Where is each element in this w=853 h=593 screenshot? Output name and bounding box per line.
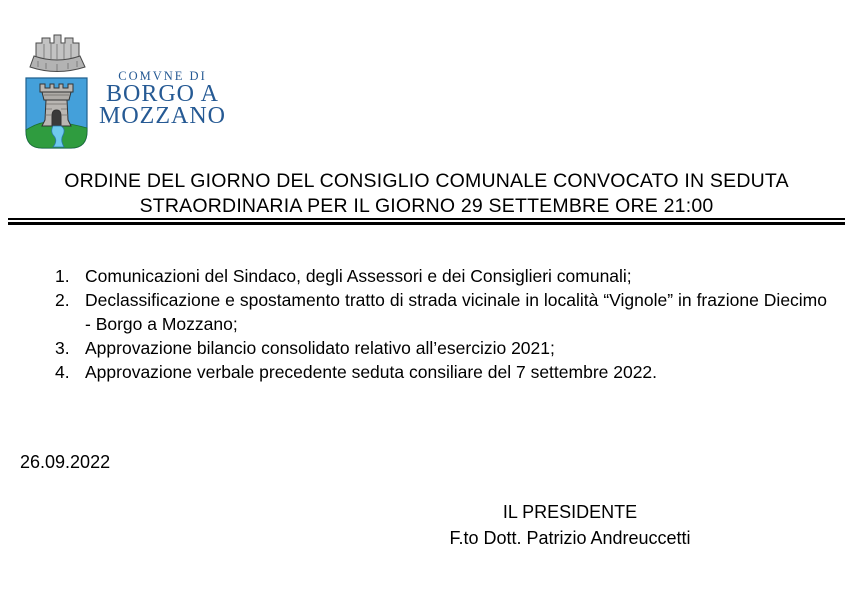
agenda-list: [55, 264, 827, 384]
logo-comune-di: COMVNE DI: [118, 69, 207, 83]
agenda-item-number: 1.: [55, 266, 70, 286]
agenda-item-text: Comunicazioni del Sindaco, degli Assessori e dei Consiglieri comunali;: [85, 266, 632, 286]
document-date: 26.09.2022: [20, 452, 111, 472]
title-line-2: STRAORDINARIA PER IL GIORNO 29 SETTEMBRE ORE 21:00: [139, 195, 714, 217]
agenda-item-number: 3.: [55, 338, 70, 358]
signature-block: [360, 499, 780, 551]
agenda-item: [55, 288, 827, 336]
logo-borgo-a: BORGO A: [105, 81, 220, 107]
municipality-name: [99, 70, 226, 127]
signature-title: IL PRESIDENTE: [502, 502, 638, 522]
coat-of-arms-icon: [24, 34, 90, 150]
agenda-item-number: 4.: [55, 362, 70, 382]
agenda-item-text: Approvazione bilancio consolidato relativo all’esercizio 2021;: [85, 338, 555, 358]
signature-name: F.to Dott. Patrizio Andreuccetti: [449, 528, 691, 548]
municipality-logo: [24, 34, 226, 150]
agenda-item: [55, 360, 827, 384]
agenda-item-text: Approvazione verbale precedente seduta consiliare del 7 settembre 2022.: [85, 362, 658, 382]
logo-mozzano: MOZZANO: [99, 103, 226, 129]
agenda-item: [55, 336, 827, 360]
double-rule-divider: [8, 218, 845, 225]
document-title: [0, 169, 853, 219]
agenda-item-text: Declassificazione e spostamento tratto di strada vicinale in località “Vignole” in frazione Diecimo - Borgo a Mozzano;: [85, 290, 827, 334]
agenda-item-number: 2.: [55, 290, 70, 310]
title-line-1: ORDINE DEL GIORNO DEL CONSIGLIO COMUNALE CONVOCATO IN SEDUTA: [64, 170, 789, 192]
agenda-item: [55, 264, 827, 288]
